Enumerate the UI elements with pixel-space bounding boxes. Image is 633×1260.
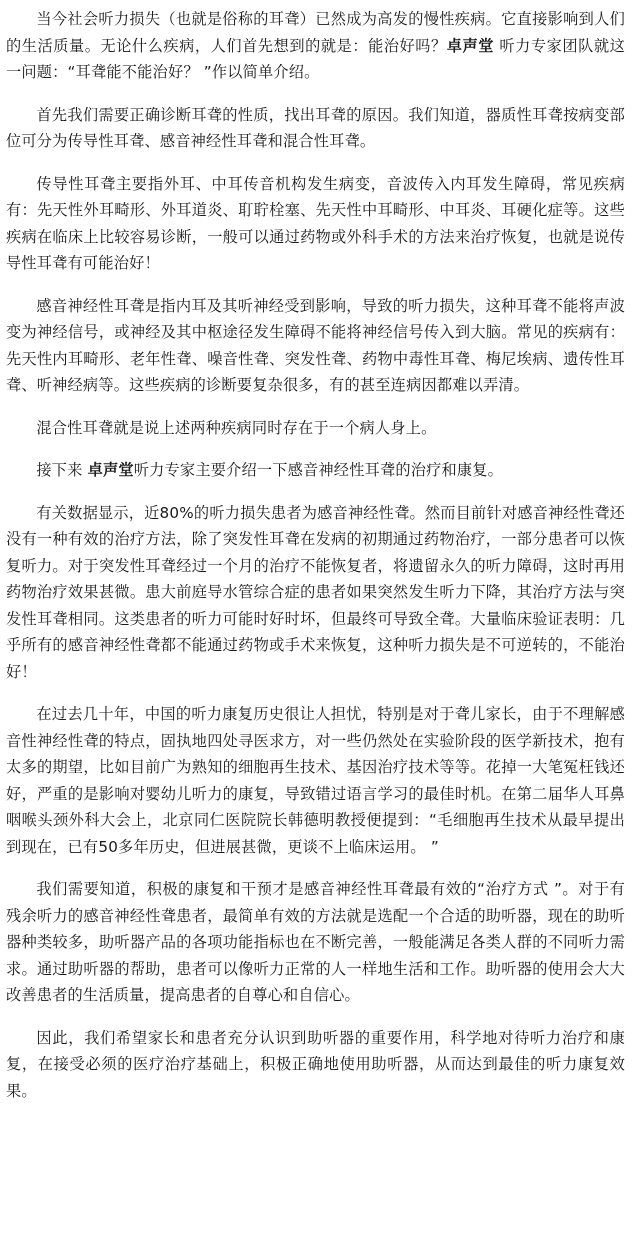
intro-text-before: 当今社会听力损失（也就是俗称的耳聋）已然成为高发的慢性疾病。它直接影响到人们的生活质量。无论什么疾病，人们首先想到的就是：能治好吗？: [6, 10, 625, 55]
next-topic-text-before: 接下来: [36, 461, 88, 479]
paragraph-next-topic: [6, 457, 625, 484]
article-body: [0, 6, 633, 1104]
brand-name: 卓声堂: [87, 461, 134, 479]
paragraph-conductive-hearing-loss: 传导性耳聋主要指外耳、中耳传音机构发生病变，音波传入内耳发生障碍，常见疾病有：先天性外耳畸形、外耳道炎、耵聍栓塞、先天性中耳畸形、中耳炎、耳硬化症等。这些疾病在临床上比较容易诊断，一般可以通过药物或外科手术的方法来治疗恢复，也就是说传导性耳聋有可能治好！: [6, 174, 625, 272]
paragraph-hearing-aids: 我们需要知道，积极的康复和干预才是感音神经性耳聋最有效的“治疗方式 ”。对于有残余听力的感音神经性聋患者，最简单有效的方法就是选配一个合适的助听器，现在的助听器种类较多，助听器产品的各项功能指标也在不断完善，一般能满足各类人群的不同听力需求。通过助听器的帮助，患者可以像听力正常的人一样地生活和工作。助听器的使用会大大改善患者的生活质量，提高患者的自尊心和自信心。: [6, 880, 625, 1004]
brand-name: 卓声堂: [446, 36, 495, 55]
paragraph-sensorineural-hearing-loss: 感音神经性耳聋是指内耳及其听神经受到影响，导致的听力损失，这种耳聋不能将声波变为神经信号，或神经及其中枢途径发生障碍不能将神经信号传入到大脑。常见的疾病有：先天性内耳畸形、老年性聋、噪音性聋、突发性聋、药物中毒性耳聋、梅尼埃病、遗传性耳聋、听神经病等。这些疾病的诊断要复杂很多，有的甚至连病因都难以弄清。: [6, 296, 625, 394]
next-topic-text-after: 听力专家主要介绍一下感音神经性耳聋的治疗和康复。: [133, 461, 504, 479]
paragraph-intro: [6, 6, 625, 86]
paragraph-conclusion: 因此，我们希望家长和患者充分认识到助听器的重要作用，科学地对待听力治疗和康复，在接受必须的医疗治疗基础上，积极正确地使用助听器，从而达到最佳的听力康复效果。: [6, 1028, 625, 1100]
intro-text-after: 听力专家团队就这一问题：“耳聋能不能治好？ ”作以简单介绍。: [6, 36, 625, 81]
paragraph-diagnosis: 首先我们需要正确诊断耳聋的性质，找出耳聋的原因。我们知道，器质性耳聋按病变部位可分为传导性耳聋、感音神经性耳聋和混合性耳聋。: [6, 105, 625, 150]
paragraph-history: 在过去几十年，中国的听力康复历史很让人担忧，特别是对于聋儿家长，由于不理解感音性神经性聋的特点，固执地四处寻医求方，对一些仍然处在实验阶段的医学新技术，抱有太多的期望，比如目前广为熟知的细胞再生技术、基因治疗技术等等。花掉一大笔冤枉钱还好，严重的是影响对婴幼儿听力的康复，导致错过语言学习的最佳时机。在第二届华人耳鼻咽喉头颈外科大会上，北京同仁医院院长韩德明教授便提到：“毛细胞再生技术从最早提出到现在，已有50多年历史，但进展甚微，更谈不上临床运用。 ”: [6, 705, 625, 856]
paragraph-statistics: 有关数据显示，近80%的听力损失患者为感音神经性聋。然而目前针对感音神经性聋还没有一种有效的治疗方法，除了突发性耳聋在发病的初期通过药物治疗，一部分患者可以恢复听力。对于突发性耳聋经过一个月的治疗不能恢复者，将遗留永久的听力障碍，这时再用药物治疗效果甚微。患大前庭导水管综合症的患者如果突然发生听力下降，其治疗方法与突发性耳聋相同。这类患者的听力可能时好时坏，但最终可导致全聋。大量临床验证表明：几乎所有的感音神经性聋都不能通过药物或手术来恢复，这种听力损失是不可逆转的，不能治好！: [6, 503, 625, 681]
paragraph-mixed-hearing-loss: 混合性耳聋就是说上述两种疾病同时存在于一个病人身上。: [36, 418, 437, 437]
